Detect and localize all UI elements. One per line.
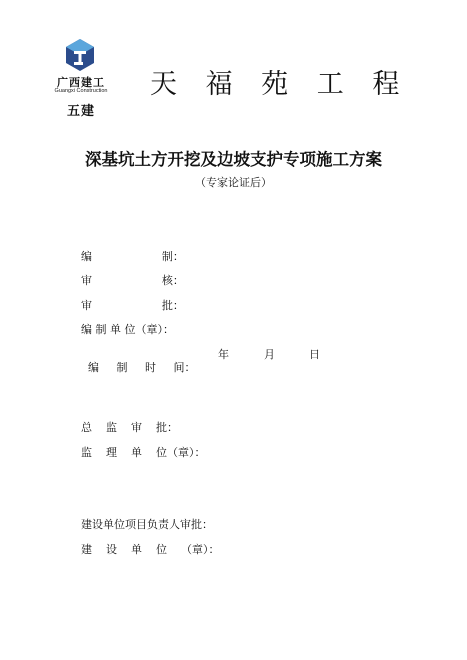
company-logo [44, 38, 118, 118]
document-title: 深基坑土方开挖及边坡支护专项施工方案 [85, 150, 382, 169]
company-logo-icon [63, 38, 97, 72]
field-compiling-unit: 编 制 单 位（章）： [81, 323, 174, 336]
field-year-label: 年 [218, 348, 229, 361]
project-title: 天 福 苑 工 程 [150, 69, 410, 100]
logo-company-name-en: Guangxi Construction [54, 88, 108, 94]
field-compile-time-label: 编 制 时 间： [88, 361, 196, 374]
field-compiler: 编 制： [81, 250, 184, 263]
field-month-label: 月 [264, 348, 275, 361]
field-day-label: 日 [309, 348, 320, 361]
field-compile-time [81, 346, 195, 375]
field-approver: 审 批： [81, 299, 184, 312]
field-owner-pm-approval: 建设单位项目负责人审批： [81, 518, 213, 531]
document-subtitle: （专家论证后） [195, 176, 272, 189]
logo-division: 五建 [66, 104, 95, 119]
field-owner-unit: 建 设 单 位 （章）： [81, 543, 220, 556]
field-reviewer: 审 核： [81, 274, 184, 287]
field-supervision-unit: 监 理 单 位（章）： [81, 446, 206, 459]
logo-company-name: 广西建工 [57, 76, 105, 89]
field-chief-supervisor: 总 监 审 批： [81, 421, 178, 434]
